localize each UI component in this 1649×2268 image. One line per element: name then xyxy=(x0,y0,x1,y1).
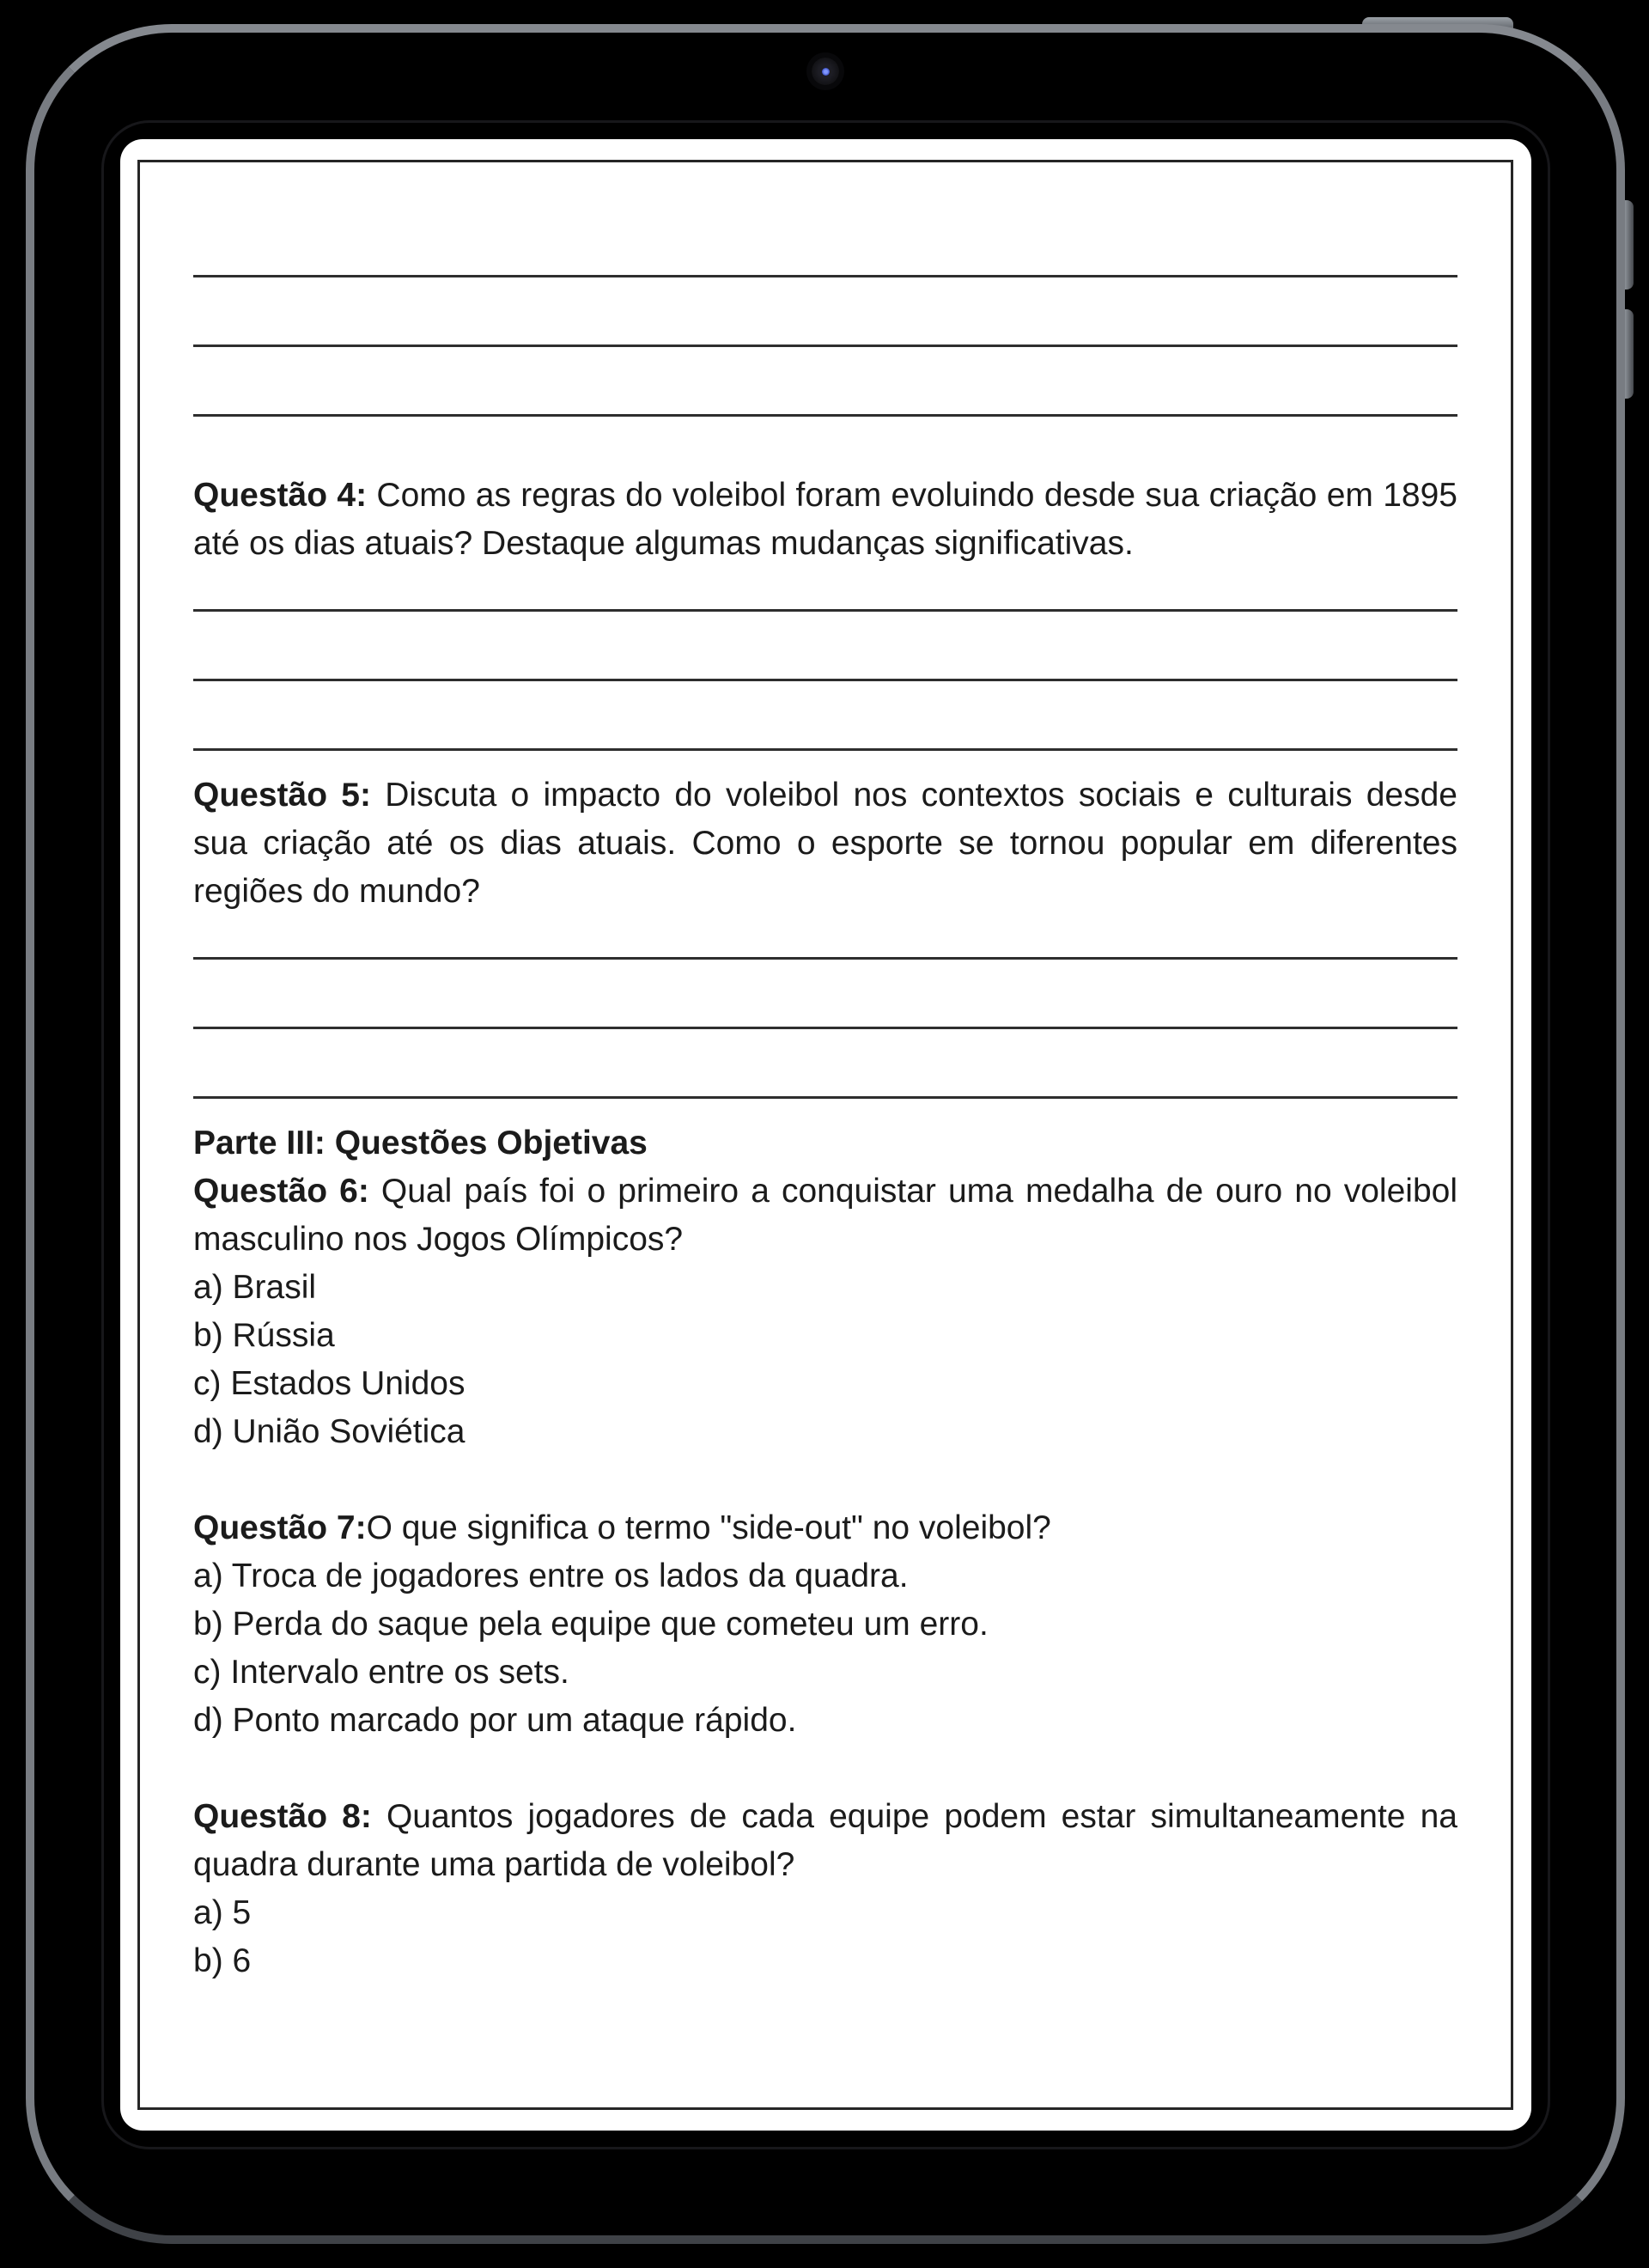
answer-line xyxy=(193,681,1457,751)
answer-line xyxy=(193,582,1457,612)
question-5 xyxy=(193,771,1457,916)
question-7-text: O que significa o termo "side-out" no voleibol? xyxy=(366,1509,1051,1546)
answer-line xyxy=(193,347,1457,417)
question-8-option-b: b) 6 xyxy=(193,1942,252,1979)
question-8 xyxy=(193,1793,1457,1889)
answer-line xyxy=(193,208,1457,277)
question-4-text: Como as regras do voleibol foram evoluindo desde sua criação em 1895 até os dias atuais? Destaque algumas mudanças significativas. xyxy=(193,477,1457,562)
question-7-label: Questão 7: xyxy=(193,1509,367,1546)
question-6-option-b: b) Rússia xyxy=(193,1317,335,1354)
question-8-label: Questão 8: xyxy=(193,1798,372,1835)
question-4 xyxy=(193,472,1457,568)
answer-lines-top xyxy=(193,208,1457,417)
screen xyxy=(120,139,1531,2131)
question-8-option-a: a) 5 xyxy=(193,1894,252,1931)
question-5-text: Discuta o impacto do voleibol nos contextos sociais e culturais desde sua criação até os dias atuais. Como o esporte se tornou popular em diferentes regiões do mundo? xyxy=(193,777,1457,910)
answer-line xyxy=(193,960,1457,1029)
question-5-label: Questão 5: xyxy=(193,777,371,814)
question-6-option-d: d) União Soviética xyxy=(193,1413,465,1450)
question-7-option-a: a) Troca de jogadores entre os lados da quadra. xyxy=(193,1558,909,1594)
question-8-text: Quantos jogadores de cada equipe podem estar simultaneamente na quadra durante uma partida de voleibol? xyxy=(193,1798,1457,1883)
answer-lines-q4 xyxy=(193,582,1457,751)
spacer xyxy=(193,1456,1457,1504)
question-6 xyxy=(193,1168,1457,1264)
question-4-label: Questão 4: xyxy=(193,477,368,514)
front-camera xyxy=(812,58,839,85)
answer-line xyxy=(193,277,1457,347)
spacer xyxy=(193,1745,1457,1793)
question-7-option-b: b) Perda do saque pela equipe que cometeu um erro. xyxy=(193,1606,989,1643)
answer-line xyxy=(193,930,1457,960)
question-6-text: Qual país foi o primeiro a conquistar uma medalha de ouro no voleibol masculino nos Jogos Olímpicos? xyxy=(193,1173,1457,1258)
question-7-option-d: d) Ponto marcado por um ataque rápido. xyxy=(193,1702,797,1739)
document-page xyxy=(137,160,1513,2110)
part3-heading: Parte III: Questões Objetivas xyxy=(193,1125,648,1161)
question-7-option-c: c) Intervalo entre os sets. xyxy=(193,1654,569,1691)
answer-line xyxy=(193,1029,1457,1099)
question-7 xyxy=(193,1504,1457,1552)
answer-line xyxy=(193,612,1457,681)
question-6-label: Questão 6: xyxy=(193,1173,369,1210)
question-6-option-a: a) Brasil xyxy=(193,1269,317,1306)
answer-lines-q5 xyxy=(193,930,1457,1099)
question-6-option-c: c) Estados Unidos xyxy=(193,1365,465,1402)
